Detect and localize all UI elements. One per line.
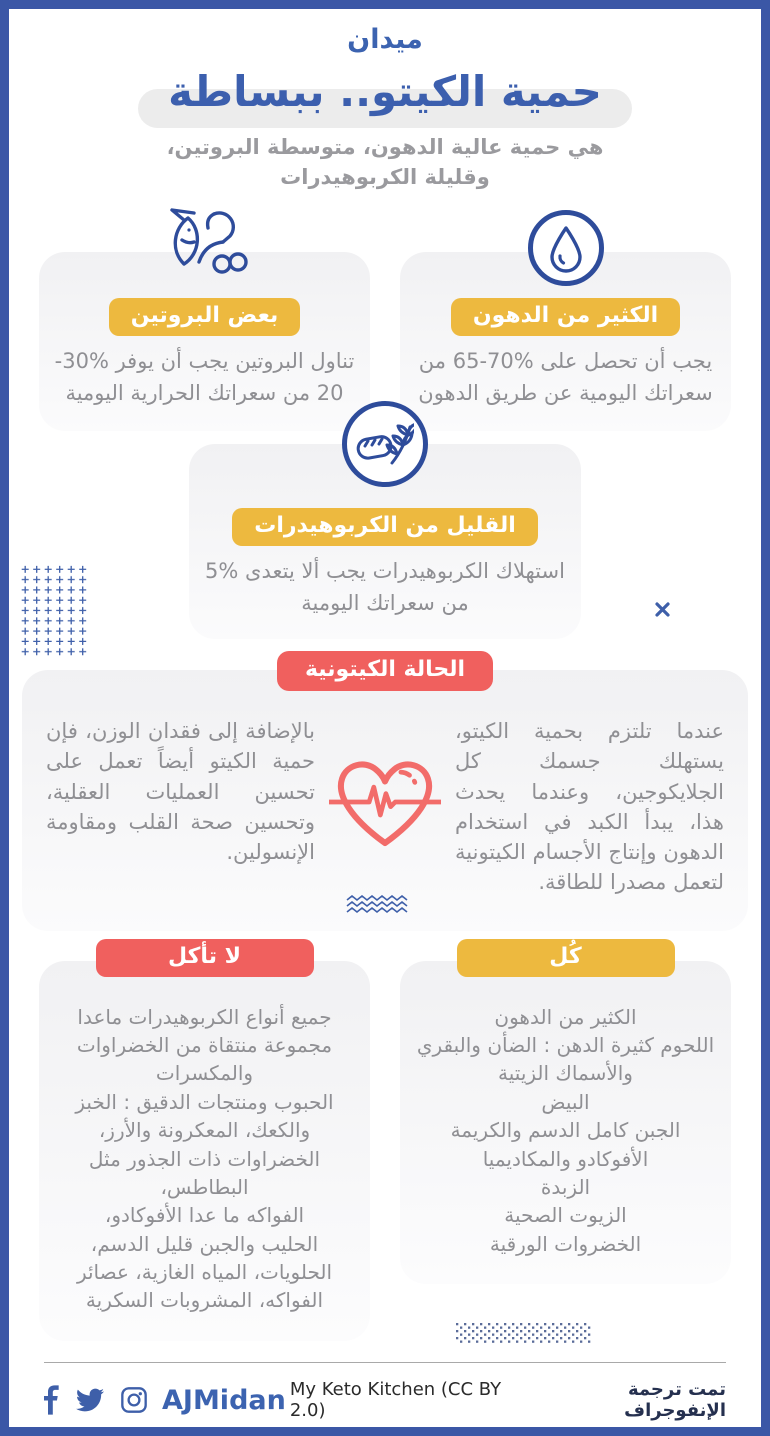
eat-badge: كُل bbox=[457, 939, 675, 977]
eat-card bbox=[400, 961, 731, 1285]
food-lists-row bbox=[39, 939, 731, 1341]
ajmidan-handle[interactable]: AJMidan bbox=[162, 1384, 286, 1416]
fish-and-meat-icon bbox=[157, 206, 253, 286]
source-credit: My Keto Kitchen (CC BY 2.0) bbox=[289, 1379, 502, 1421]
ketosis-badge-wrap bbox=[9, 651, 761, 691]
dont-eat-item: جميع أنواع الكربوهيدرات ماعدا مجموعة منتقاة من الخضراوات والمكسرات bbox=[76, 1004, 333, 1086]
dont-eat-column bbox=[39, 939, 370, 1341]
dont-eat-item: الفواكه ما عدا الأفوكادو، bbox=[104, 1203, 305, 1228]
facebook-icon[interactable] bbox=[44, 1385, 60, 1415]
page-subtitle bbox=[9, 132, 761, 193]
protein-badge: بعض البروتين bbox=[109, 298, 301, 336]
carbs-text: استهلاك الكربوهيدرات يجب ألا يتعدى %5 من سعراتك اليومية bbox=[205, 559, 565, 615]
dont-eat-item: الحبوب ومنتجات الدقيق : الخبز والكعك، المعكرونة والأرز، bbox=[75, 1089, 334, 1143]
eat-item: اللحوم كثيرة الدهن : الضأن والبقري والأسماك الزيتية bbox=[416, 1032, 715, 1086]
fats-text: يجب أن تحصل على %70-65 من سعراتك اليومية عن طريق الدهون bbox=[418, 349, 713, 405]
oil-drop-icon bbox=[528, 210, 604, 286]
eat-item: البيض bbox=[541, 1089, 590, 1114]
subtitle-line-2: وقليلة الكربوهيدرات bbox=[280, 165, 490, 190]
eat-item: الأفوكادو والمكاديميا bbox=[482, 1146, 649, 1171]
translation-credit: تمت ترجمة الإنفوجراف bbox=[624, 1379, 726, 1421]
heart-ecg-icon bbox=[329, 750, 441, 858]
dont-eat-badge: لا تأكل bbox=[96, 939, 314, 977]
title-block bbox=[9, 65, 761, 120]
eat-item: الزبدة bbox=[540, 1174, 591, 1199]
twitter-icon[interactable] bbox=[74, 1386, 106, 1414]
protein-text: تناول البروتين يجب أن يوفر %30-20 من سعراتك الحرارية اليومية bbox=[54, 349, 355, 405]
eat-column bbox=[400, 939, 731, 1285]
instagram-icon[interactable] bbox=[120, 1386, 148, 1414]
midan-logo: ميدان bbox=[347, 24, 423, 55]
page-title: حمية الكيتو.. ببساطة bbox=[168, 67, 602, 116]
eat-item: الخضروات الورقية bbox=[489, 1231, 642, 1256]
dont-eat-item: الخضراوات ذات الجذور مثل البطاطس، bbox=[88, 1146, 321, 1199]
social-bar bbox=[44, 1385, 290, 1416]
eat-item: الكثير من الدهون bbox=[494, 1004, 637, 1029]
subtitle-line-1: هي حمية عالية الدهون، متوسطة البروتين، bbox=[166, 134, 604, 159]
ketosis-text-right: عندما تلتزم بحمية الكيتو، يستهلك جسمك كل الجلايكوجين، وعندما يحدث هذا، يبدأ الكبد في استخدام الدهون وإنتاج الأجسام الكيتونية لتعمل مصدرا للطاقة. bbox=[455, 719, 724, 894]
bread-and-wheat-icon bbox=[342, 401, 428, 487]
fats-badge: الكثير من الدهون bbox=[451, 298, 680, 336]
eat-item: الجبن كامل الدسم والكريمة bbox=[450, 1118, 681, 1143]
dont-eat-item: الحلويات، المياه الغازية، عصائر الفواكه، المشروبات السكرية bbox=[76, 1260, 333, 1313]
footer bbox=[44, 1362, 726, 1421]
ketosis-text-left: بالإضافة إلى فقدان الوزن، فإن حمية الكيتو أيضاً تعمل على تحسين العمليات العقلية، وتحسين صحة القلب ومقاومة الإنسولين. bbox=[46, 719, 315, 864]
dont-eat-item: الحليب والجبن قليل الدسم، bbox=[90, 1231, 319, 1256]
footer-credits bbox=[290, 1379, 726, 1421]
dont-eat-card bbox=[39, 961, 370, 1341]
zigzag-wave-decoration bbox=[346, 895, 418, 919]
ketosis-card bbox=[22, 670, 748, 930]
dots-pattern-decoration bbox=[456, 1323, 592, 1348]
carbs-badge: القليل من الكربوهيدرات bbox=[232, 508, 538, 546]
eat-item: الزيوت الصحية bbox=[504, 1203, 627, 1228]
ketosis-badge: الحالة الكيتونية bbox=[277, 651, 493, 691]
carbs-section bbox=[9, 401, 761, 639]
